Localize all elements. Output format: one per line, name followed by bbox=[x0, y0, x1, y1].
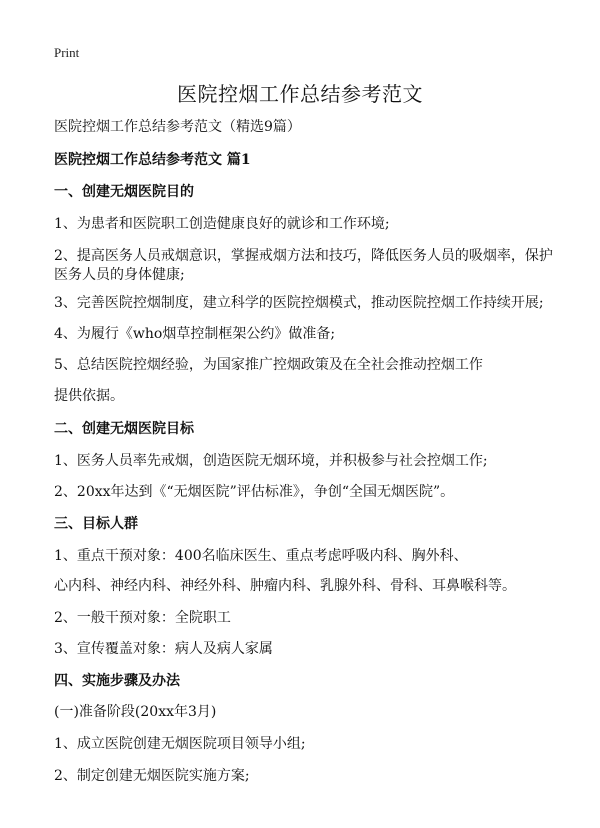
section-heading: 四、实施步骤及办法 bbox=[54, 673, 180, 689]
paragraph-line: 2、制定创建无烟医院实施方案; bbox=[54, 768, 250, 784]
print-link[interactable]: Print bbox=[54, 45, 80, 60]
section-heading: 二、创建无烟医院目标 bbox=[54, 421, 194, 437]
document-subtitle: 医院控烟工作总结参考范文（精选9篇） bbox=[54, 119, 301, 135]
paragraph-line: 3、宣传覆盖对象：病人及病人家属 bbox=[54, 641, 273, 657]
paragraph-line: (一)准备阶段(20xx年3月) bbox=[54, 704, 217, 720]
paragraph-line: 2、提高医务人员戒烟意识，掌握戒烟方法和技巧，降低医务人员的吸烟率，保护 bbox=[54, 248, 553, 264]
paragraph-line: 1、重点干预对象：400名临床医生、重点考虑呼吸内科、胸外科、 bbox=[54, 548, 468, 564]
article-heading: 医院控烟工作总结参考范文 篇1 bbox=[54, 152, 251, 168]
paragraph-line: 2、20xx年达到《“无烟医院”评估标准》，争创“全国无烟医院”。 bbox=[54, 484, 455, 500]
paragraph-line: 提供依据。 bbox=[54, 388, 124, 404]
section-heading: 三、目标人群 bbox=[54, 516, 138, 532]
section-heading: 一、创建无烟医院目的 bbox=[54, 184, 194, 200]
paragraph-line: 2、一般干预对象：全院职工 bbox=[54, 610, 231, 626]
paragraph-line: 1、医务人员率先戒烟，创造医院无烟环境，并积极参与社会控烟工作; bbox=[54, 453, 488, 469]
paragraph-line: 心内科、神经内科、神经外科、肿瘤内科、乳腺外科、骨科、耳鼻喉科等。 bbox=[54, 578, 516, 594]
document-title: 医院控烟工作总结参考范文 bbox=[177, 82, 423, 106]
paragraph-line: 5、总结医院控烟经验，为国家推广控烟政策及在全社会推动控烟工作 bbox=[54, 357, 483, 373]
paragraph-line: 3、完善医院控烟制度，建立科学的医院控烟模式，推动医院控烟工作持续开展; bbox=[54, 295, 544, 311]
paragraph-line: 1、为患者和医院职工创造健康良好的就诊和工作环境; bbox=[54, 216, 390, 232]
paragraph-line: 医务人员的身体健康; bbox=[54, 267, 185, 283]
paragraph-line: 4、为履行《who烟草控制框架公约》做准备; bbox=[54, 326, 336, 342]
paragraph-line: 1、成立医院创建无烟医院项目领导小组; bbox=[54, 736, 306, 752]
